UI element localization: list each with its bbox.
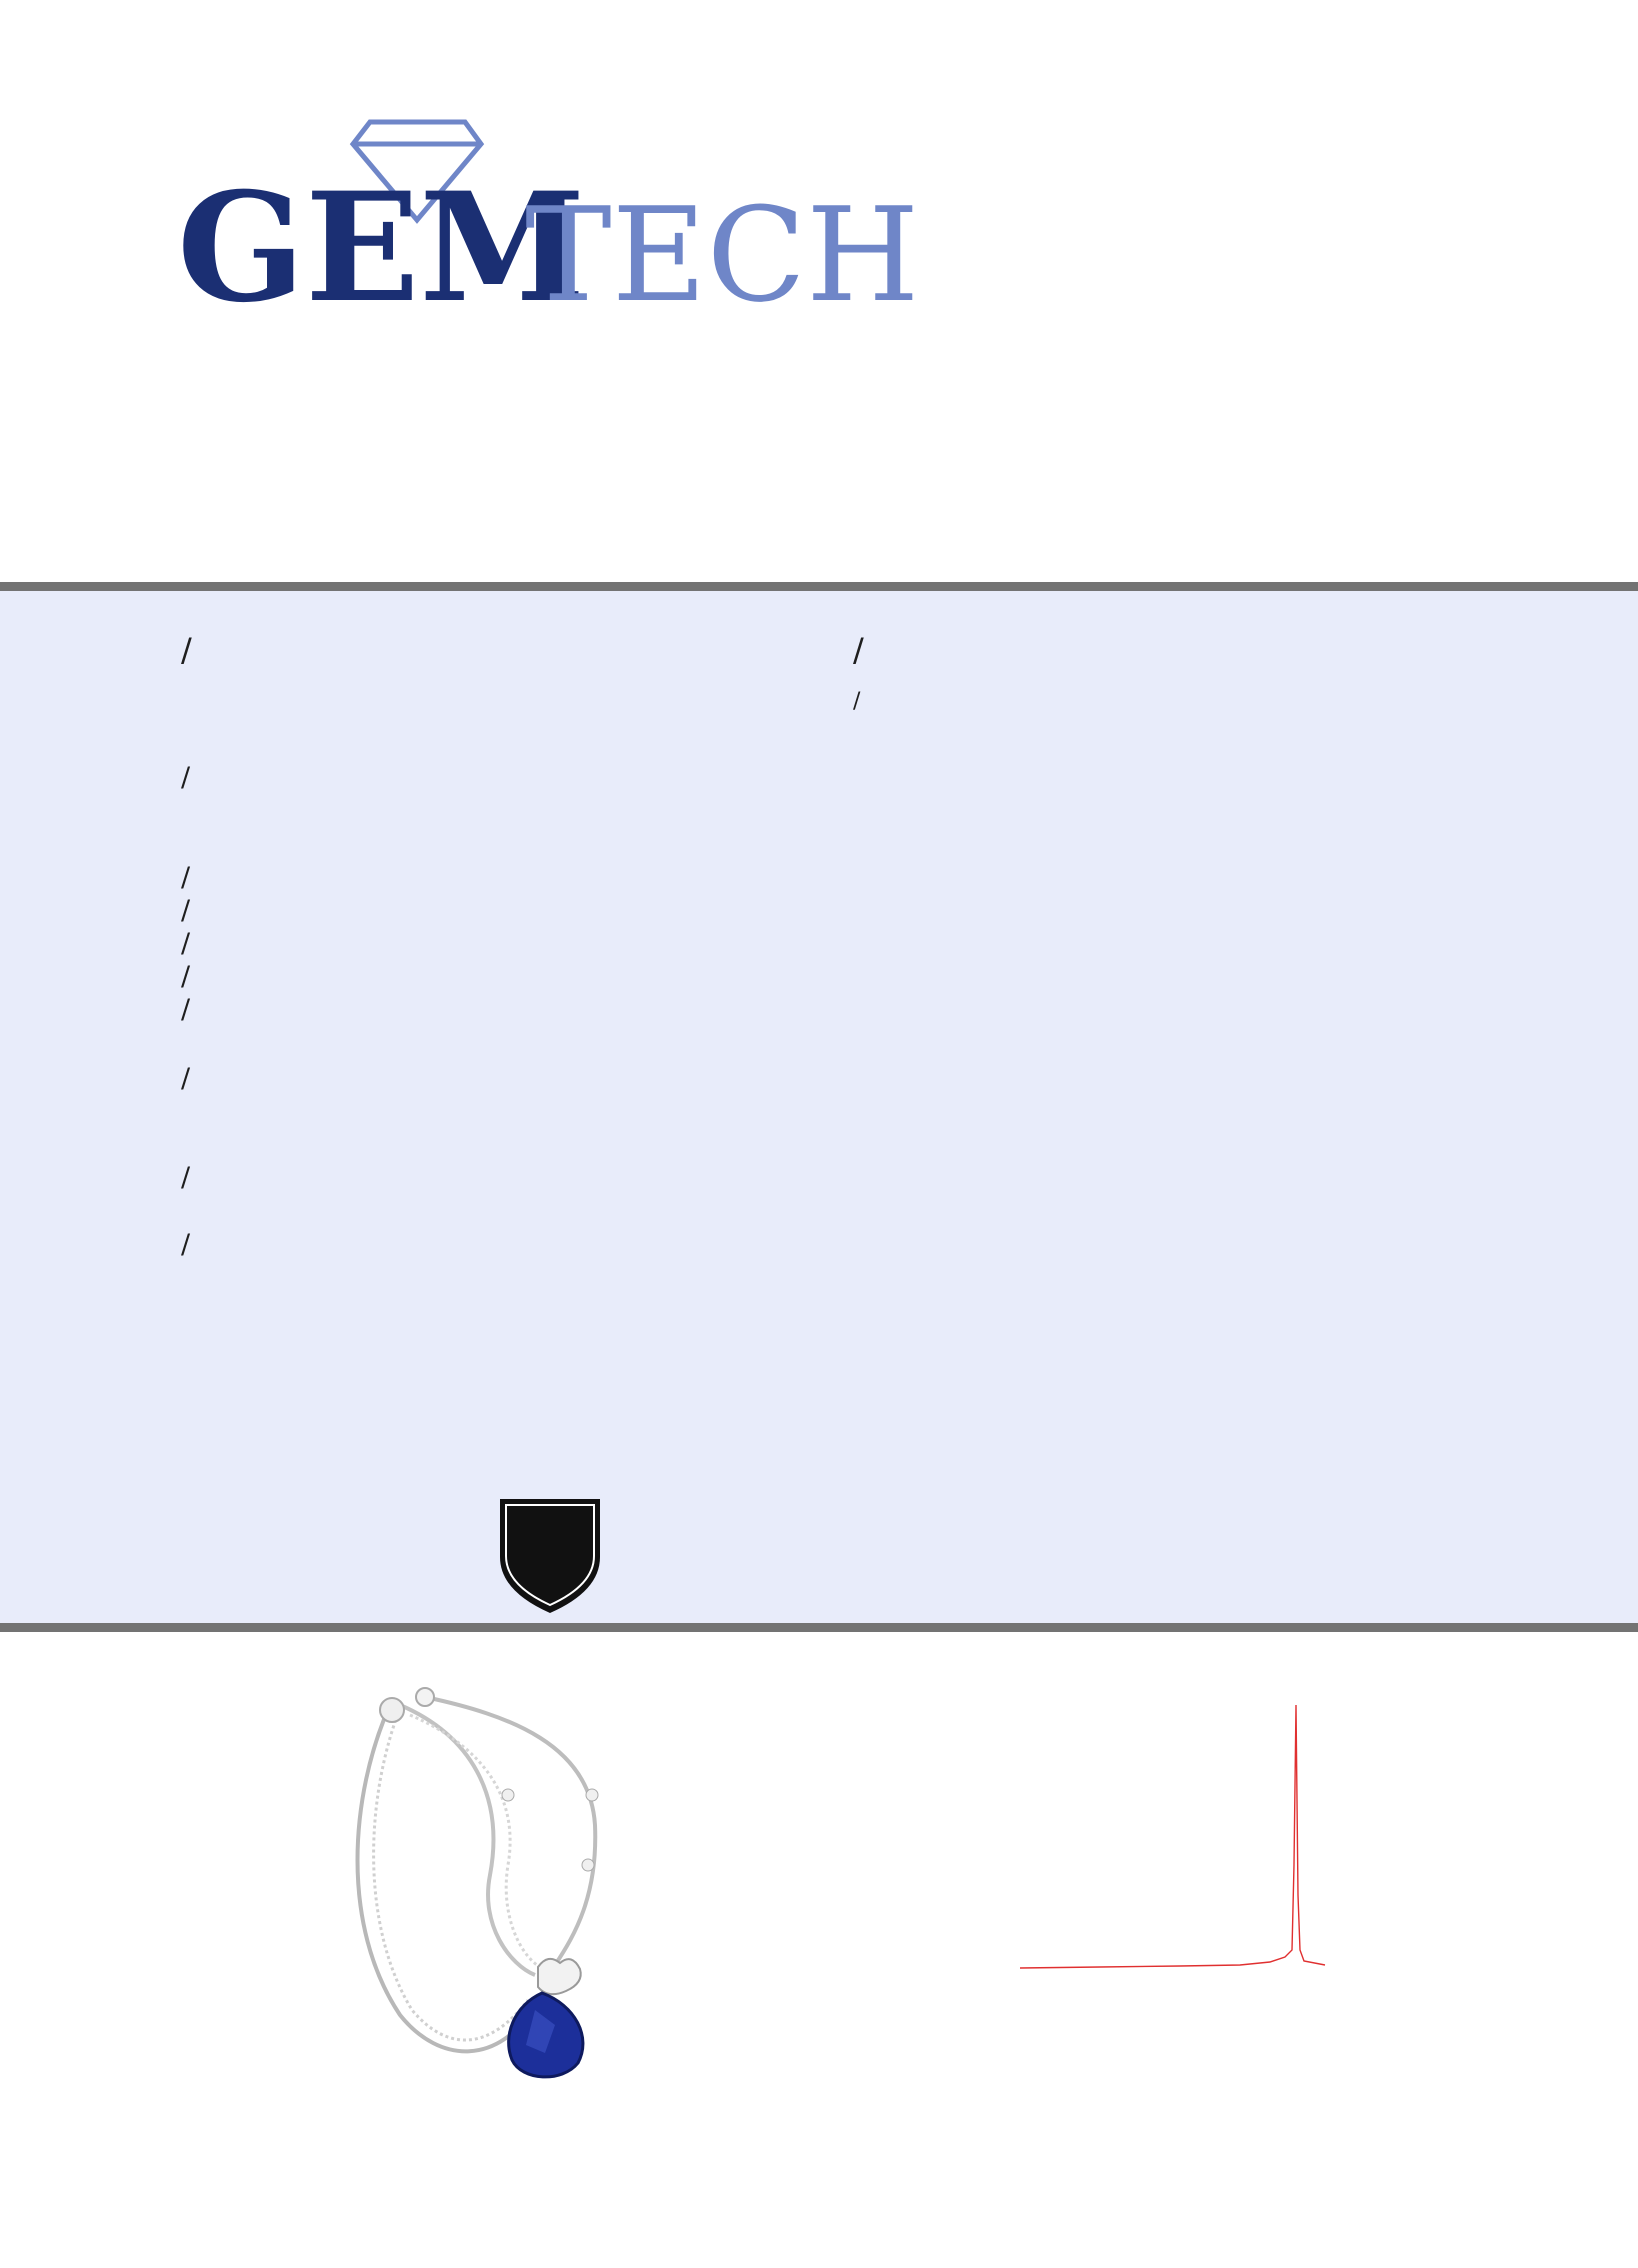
- species-label: /: [181, 762, 191, 793]
- color-label: /: [181, 994, 191, 1025]
- pendant-photo: [330, 1675, 640, 2095]
- date-label: /: [181, 631, 192, 669]
- page-label: /: [853, 689, 861, 714]
- measurements-label: /: [181, 961, 191, 992]
- logo-gem: GEM: [177, 160, 586, 336]
- gemtech-shield-icon: [498, 1495, 602, 1619]
- treatments-label: /: [181, 1162, 191, 1193]
- comments-label: /: [181, 1229, 191, 1260]
- weight-label: /: [181, 928, 191, 959]
- origin-label: /: [181, 1063, 191, 1094]
- diamond-icon: [175, 120, 920, 336]
- shape-label: /: [181, 862, 191, 893]
- number-label: /: [853, 631, 864, 669]
- logo-tech: TECH: [525, 179, 920, 331]
- qr-code-icon[interactable]: [245, 1495, 361, 1615]
- report-details-panel: [0, 582, 1638, 1632]
- cut-label: /: [181, 895, 191, 926]
- gemtech-logo: [175, 120, 920, 336]
- raman-spectrum-chart: [980, 1665, 1350, 1995]
- spectrum-line: [1020, 1705, 1325, 1968]
